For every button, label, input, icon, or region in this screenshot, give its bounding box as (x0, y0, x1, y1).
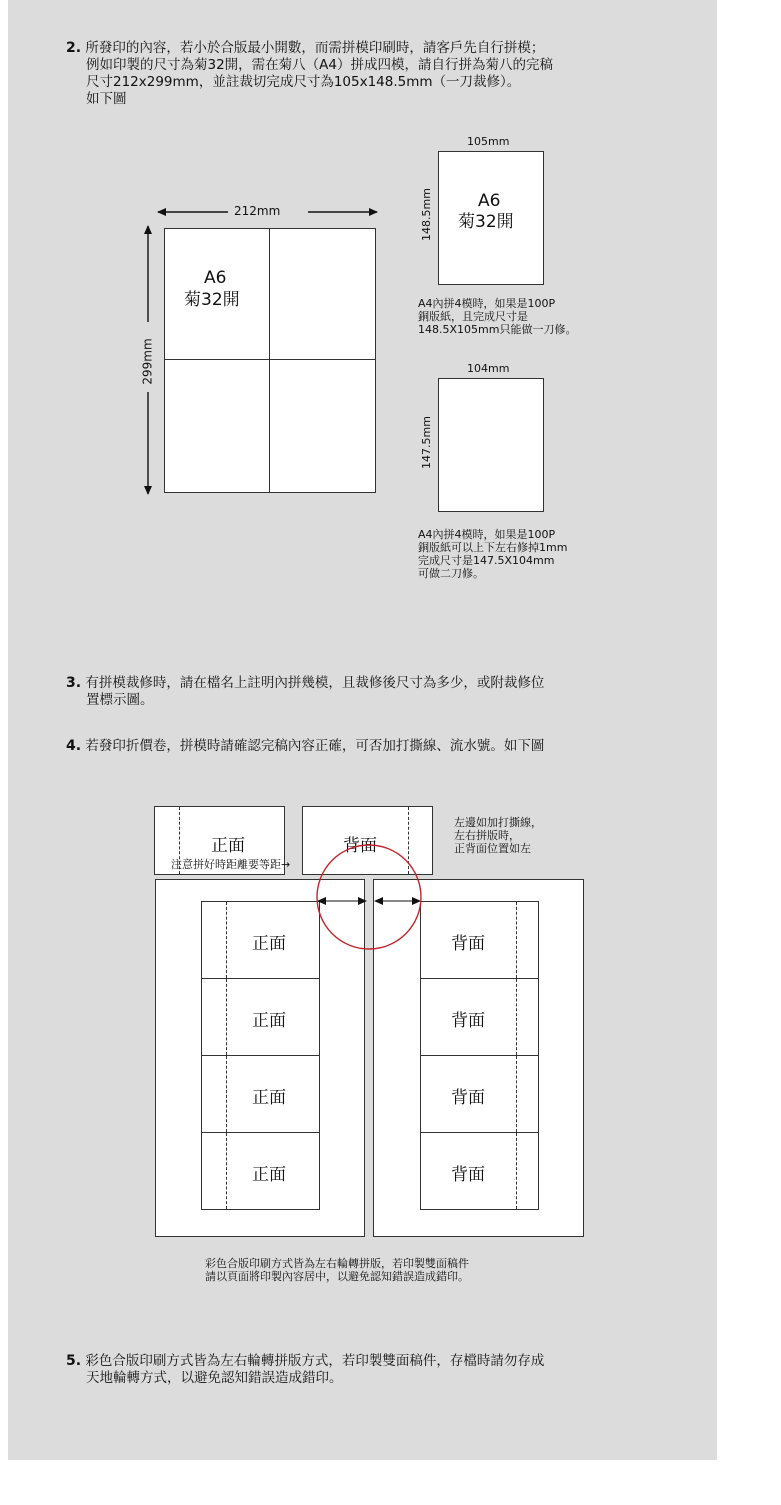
item-3-number: 3. (66, 675, 82, 691)
fig2-note-line-2: 銅版紙，且完成尺寸是 (418, 310, 528, 323)
fig3-note-line-2: 銅版紙可以上下左右修掉1mm (418, 541, 568, 554)
fig1-size-name: A6 (204, 268, 227, 288)
fig3-note-line-3: 完成尺寸是147.5X104mm (418, 554, 555, 567)
coupon-back-label: 背面 (343, 836, 377, 856)
fig5-caption-line-2: 請以頁面將印製內容居中，以避免認知錯誤造成錯印。 (205, 1270, 469, 1283)
item-3-line-1: 有拼模裁修時，請在檔名上註明內拼幾模，且裁修後尺寸為多少，或附裁修位 (85, 675, 545, 691)
fig2-size-name-2: 菊32開 (458, 212, 514, 232)
fig4-note-line-3: 正背面位置如左 (454, 842, 531, 855)
back-coupon-label: 背面 (451, 934, 485, 954)
item-4-line-1: 若發印折價卷，拼模時請確認完稿內容正確，可否加打撕線、流水號。如下圖 (85, 738, 545, 754)
item-2-line-3: 尺寸212x299mm，並註裁切完成尺寸為105x148.5mm（一刀裁修）。 (86, 74, 521, 90)
back-coupon-label: 背面 (451, 1088, 485, 1108)
fig5-caption-line-1: 彩色合版印刷方式皆為左右輪轉拼版，若印製雙面稿件 (205, 1257, 469, 1270)
front-coupon-label: 正面 (252, 934, 286, 954)
back-coupon-label: 背面 (451, 1011, 485, 1031)
fig1-width-label: 212mm (234, 204, 281, 218)
fig5-title: 注意拼好時距離要等距→ (171, 858, 291, 871)
fig3-height-label: 147.5mm (419, 416, 433, 469)
fig1-height-label: 299mm (140, 338, 155, 385)
front-coupon-label: 正面 (252, 1088, 286, 1108)
fig3-width-label: 104mm (467, 362, 510, 375)
item-2-line-2: 例如印製的尺寸為菊32開，需在菊八（A4）拼成四模，請自行拼為菊八的完稿 (86, 57, 554, 73)
item-2-line-4: 如下圖 (86, 91, 127, 107)
item-3-line-2: 置標示圖。 (86, 692, 154, 708)
item-4-number: 4. (66, 738, 82, 754)
item-5-line-1: 彩色合版印刷方式皆為左右輪轉拼版方式，若印製雙面稿件，存檔時請勿存成 (85, 1353, 545, 1369)
gap-highlight-circle (317, 845, 421, 949)
front-coupon-label: 正面 (252, 1165, 286, 1185)
back-coupon-label: 背面 (451, 1165, 485, 1185)
fig2-note-line-1: A4內拼4模時，如果是100P (418, 297, 556, 310)
fig3-note-line-4: 可做二刀修。 (418, 567, 484, 580)
fig2-height-label: 148.5mm (419, 188, 433, 241)
fig2-size-name: A6 (478, 191, 501, 211)
coupon-front-label: 正面 (211, 836, 245, 856)
fig2-width-label: 105mm (467, 135, 510, 148)
fig3-note-line-1: A4內拼4模時，如果是100P (418, 528, 556, 541)
item-2-number: 2. (66, 40, 82, 56)
fig2-note-line-3: 148.5X105mm只能做一刀修。 (418, 323, 577, 336)
item-2-line-1: 所發印的內容，若小於合版最小開數，而需拼模印刷時，請客戶先自行拼模； (85, 40, 545, 56)
front-coupon-label: 正面 (252, 1011, 286, 1031)
fig1-size-name-2: 菊32開 (184, 290, 240, 310)
fig4-note-line-1: 左邊如加打撕線， (454, 816, 542, 829)
item-5-line-2: 天地輪轉方式，以避免認知錯誤造成錯印。 (86, 1370, 343, 1386)
fig4-note-line-2: 左右拼版時， (454, 829, 520, 842)
item-5-number: 5. (66, 1353, 82, 1369)
